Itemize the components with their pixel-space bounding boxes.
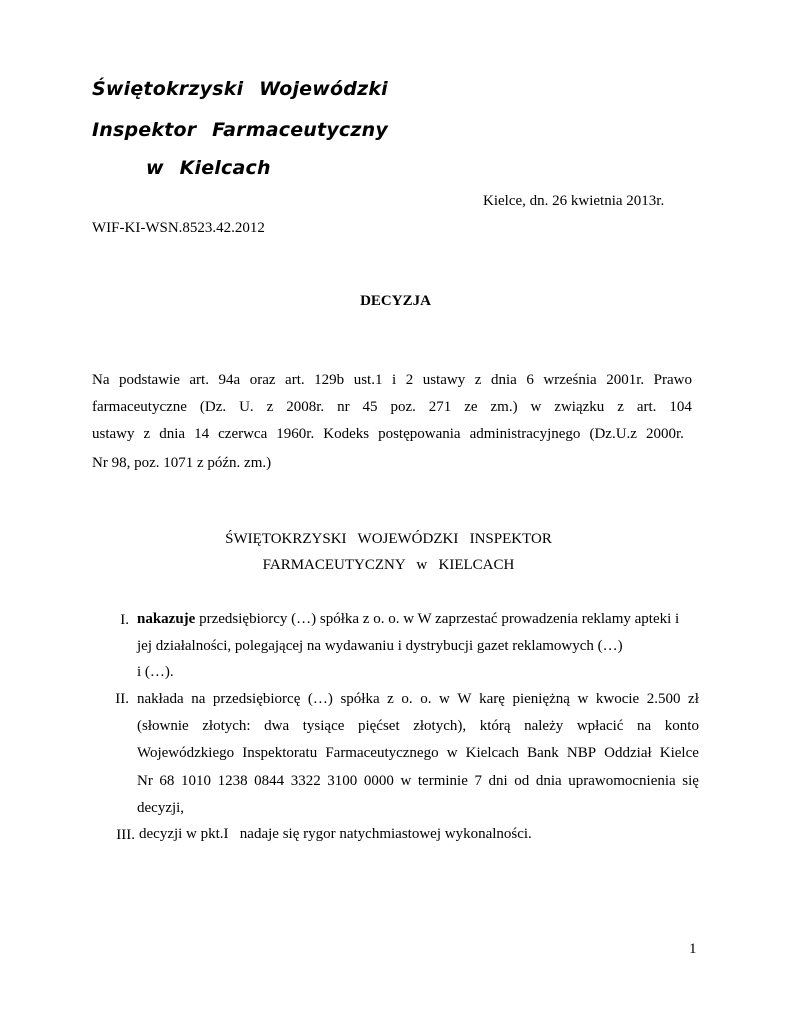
word: od bbox=[514, 773, 530, 789]
word: tysiące bbox=[302, 718, 345, 734]
word: Wojewódzkiego bbox=[137, 745, 235, 761]
word: ustawy bbox=[422, 372, 466, 388]
word: (…) bbox=[307, 691, 333, 707]
word: ze bbox=[464, 399, 478, 415]
word: 68 bbox=[159, 773, 175, 789]
word: spółka bbox=[340, 691, 380, 707]
word: 45 bbox=[362, 399, 378, 415]
word: 94a bbox=[218, 372, 241, 388]
word: dwa bbox=[264, 718, 290, 734]
word: przedsiębiorcę bbox=[212, 691, 301, 707]
word: 2008r. bbox=[286, 399, 325, 415]
word: dnia bbox=[159, 426, 186, 442]
word: w bbox=[438, 691, 450, 707]
word: 2001r. bbox=[606, 372, 645, 388]
word: dni bbox=[488, 773, 508, 789]
word: Farmaceutycznego bbox=[325, 745, 439, 761]
word: o. bbox=[420, 691, 432, 707]
word: 0844 bbox=[254, 773, 285, 789]
word: zł bbox=[688, 691, 699, 707]
authority-line-2: FARMACEUTYCZNY w KIELCACH bbox=[262, 557, 515, 573]
word: Bank bbox=[527, 745, 559, 761]
item-1-number: I. bbox=[120, 612, 129, 628]
word: nr bbox=[337, 399, 350, 415]
word: wpłacić bbox=[576, 718, 624, 734]
word: Kodeks bbox=[323, 426, 370, 442]
word: 3322 bbox=[290, 773, 321, 789]
word: 129b bbox=[314, 372, 345, 388]
item-2-line-4 bbox=[137, 773, 699, 790]
item-3-number: III. bbox=[116, 827, 135, 843]
word: art. bbox=[636, 399, 657, 415]
word: 6 bbox=[526, 372, 534, 388]
header-line-2: Inspektor Farmaceutyczny bbox=[92, 119, 388, 141]
word: 3100 bbox=[327, 773, 358, 789]
word: farmaceutyczne bbox=[92, 399, 187, 415]
item-2-line-2 bbox=[137, 718, 699, 735]
word: Kielce bbox=[659, 745, 699, 761]
word: Kielcach bbox=[465, 745, 519, 761]
word: pięćset bbox=[357, 718, 400, 734]
word: z bbox=[266, 399, 274, 415]
word: na bbox=[191, 691, 206, 707]
word: terminie bbox=[417, 773, 468, 789]
word: 1238 bbox=[217, 773, 248, 789]
item-2-line-3 bbox=[137, 745, 699, 762]
reference-number: WIF-KI-WSN.8523.42.2012 bbox=[92, 220, 265, 236]
word: 14 bbox=[194, 426, 210, 442]
word: podstawie bbox=[119, 372, 180, 388]
word: zm.) bbox=[490, 399, 518, 415]
item-1-bold-verb: nakazuje bbox=[137, 611, 196, 627]
word: z bbox=[143, 426, 151, 442]
word: art. bbox=[189, 372, 209, 388]
basis-line-4: Nr 98, poz. 1071 z późn. zm.) bbox=[92, 455, 272, 471]
item-2-line-5: decyzji, bbox=[137, 800, 185, 816]
word: w bbox=[577, 691, 589, 707]
word: 2.500 bbox=[646, 691, 681, 707]
word: 1960r. bbox=[276, 426, 315, 442]
header-line-1: Świętokrzyski Wojewódzki bbox=[92, 78, 388, 100]
word: 2000r. bbox=[645, 426, 684, 442]
word: 1010 bbox=[180, 773, 211, 789]
word: Inspektoratu bbox=[242, 745, 318, 761]
word: oraz bbox=[249, 372, 276, 388]
word: w bbox=[446, 745, 458, 761]
word: się bbox=[682, 773, 699, 789]
item-1-line-1-text: przedsiębiorcy (…) spółka z o. o. w W zaprzestać prowadzenia reklamy apteki i bbox=[199, 611, 680, 627]
word: postępowania bbox=[378, 426, 461, 442]
item-2-line-1 bbox=[137, 691, 699, 708]
word: z bbox=[617, 399, 624, 415]
word: i bbox=[391, 372, 397, 388]
word: poz. bbox=[390, 399, 416, 415]
word: 0000 bbox=[363, 773, 394, 789]
header-line-3: w Kielcach bbox=[146, 157, 271, 179]
word: NBP bbox=[566, 745, 597, 761]
word: w bbox=[530, 399, 542, 415]
word: z bbox=[474, 372, 482, 388]
word: 104 bbox=[669, 399, 692, 415]
word: U. bbox=[239, 399, 254, 415]
word: ust.1 bbox=[353, 372, 383, 388]
word: (słownie bbox=[137, 718, 189, 734]
word: karę bbox=[479, 691, 505, 707]
item-3-line-1: decyzji w pkt.I nadaje się rygor natychmiastowej wykonalności. bbox=[139, 826, 532, 842]
page-number: 1 bbox=[689, 941, 697, 957]
word: Prawo bbox=[653, 372, 692, 388]
word: dnia bbox=[535, 773, 562, 789]
word: uprawomocnienia bbox=[568, 773, 676, 789]
basis-line-1 bbox=[92, 372, 692, 389]
word: kwocie bbox=[595, 691, 640, 707]
word: dnia bbox=[490, 372, 517, 388]
word: września bbox=[543, 372, 597, 388]
word: należy bbox=[524, 718, 564, 734]
word: z bbox=[387, 691, 394, 707]
word: W bbox=[457, 691, 472, 707]
basis-line-3 bbox=[92, 426, 684, 443]
item-1-line-1 bbox=[137, 612, 679, 627]
word: (Dz.U.z bbox=[589, 426, 637, 442]
word: ustawy bbox=[92, 426, 135, 442]
item-1-line-2: jej działalności, polegającej na wydawaniu i dystrybucji gazet reklamowych (…) bbox=[137, 638, 623, 654]
word: złotych), bbox=[413, 718, 467, 734]
word: którą bbox=[479, 718, 511, 734]
document-title: DECYZJA bbox=[360, 293, 431, 309]
document-date: Kielce, dn. 26 kwietnia 2013r. bbox=[483, 193, 665, 209]
word: Na bbox=[92, 372, 110, 388]
basis-line-2 bbox=[92, 399, 692, 416]
word: 271 bbox=[428, 399, 452, 415]
word: w bbox=[400, 773, 412, 789]
word: na bbox=[637, 718, 652, 734]
word: 2 bbox=[405, 372, 414, 388]
word: Oddział bbox=[604, 745, 652, 761]
word: związku bbox=[554, 399, 605, 415]
word: administracyjnego bbox=[469, 426, 581, 442]
authority-line-1: ŚWIĘTOKRZYSKI WOJEWÓDZKI INSPEKTOR bbox=[225, 531, 552, 547]
word: pieniężną bbox=[512, 691, 570, 707]
word: art. bbox=[285, 372, 305, 388]
word: o. bbox=[401, 691, 413, 707]
word: konto bbox=[664, 718, 699, 734]
word: czerwca bbox=[218, 426, 268, 442]
item-2-number: II. bbox=[115, 691, 129, 707]
word: złotych: bbox=[202, 718, 251, 734]
item-1-line-3: i (…). bbox=[137, 664, 174, 680]
word: Nr bbox=[137, 773, 153, 789]
word: (Dz. bbox=[199, 399, 227, 415]
word: 7 bbox=[474, 773, 482, 789]
word: nakłada bbox=[137, 691, 184, 707]
